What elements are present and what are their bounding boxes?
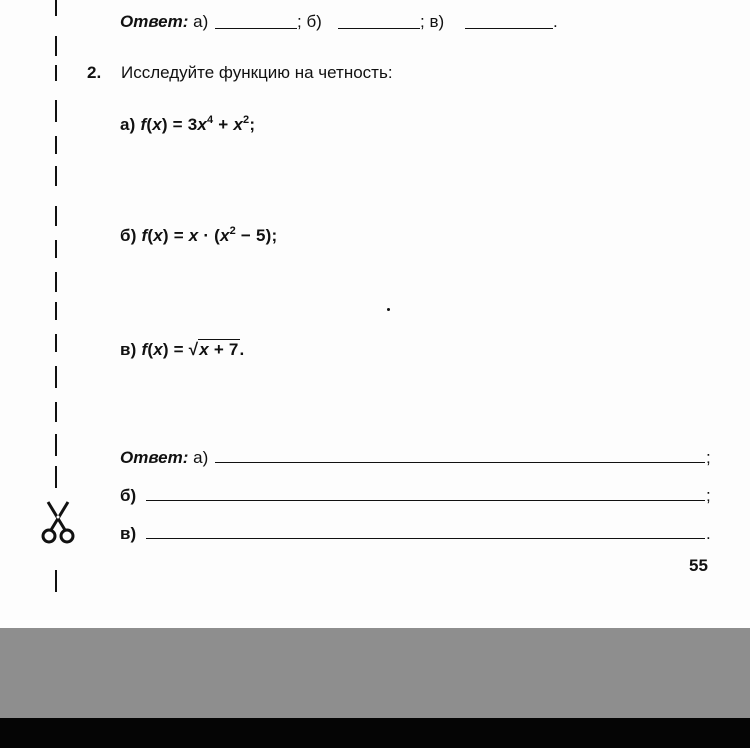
- item-b-label: б): [120, 226, 137, 245]
- answer-b-end: ;: [706, 486, 711, 505]
- prev-answer-a-label: а): [193, 12, 209, 31]
- cut-line-segment: [55, 166, 57, 186]
- cut-line-segment: [55, 240, 57, 258]
- prev-answer-a-blank: [215, 28, 297, 29]
- answer-a-end: ;: [706, 448, 711, 467]
- prev-answer-b-label: ; б): [297, 12, 322, 31]
- task-number: 2.: [87, 63, 102, 82]
- cut-line-segment: [55, 206, 57, 226]
- page-number: 55: [689, 556, 708, 575]
- cut-line-segment: [55, 136, 57, 154]
- task-item-a: а) $f(x) = 3x^4 + x^2$;: [120, 114, 256, 134]
- answer-a-blank[interactable]: [215, 462, 705, 463]
- item-c-label: в): [120, 340, 137, 359]
- prev-answer-end: .: [553, 12, 558, 31]
- background-black-band: [0, 718, 750, 748]
- prev-answer-c-label: ; в): [420, 12, 445, 31]
- background-gray-band: [0, 628, 750, 718]
- answer-c-label: в): [120, 524, 137, 543]
- cut-line-segment: [55, 302, 57, 320]
- cut-line-segment: [55, 65, 57, 81]
- prev-answer-c-blank: [465, 28, 553, 29]
- prev-answer-row: [120, 12, 208, 32]
- item-b-formula: f: [141, 226, 148, 245]
- answer-c-end: .: [706, 524, 711, 543]
- prev-answer-b-blank: [338, 28, 420, 29]
- item-a-formula: f: [140, 115, 147, 134]
- task-title: Исследуйте функцию на четность:: [121, 63, 393, 82]
- item-c-formula: f: [141, 340, 148, 359]
- cut-line-segment: [55, 402, 57, 422]
- task-item-c: в) f(x) = √x + 7.: [120, 340, 245, 359]
- answer-b-label: б): [120, 486, 137, 505]
- answer-a-label: а): [193, 448, 209, 467]
- cut-line-segment: [55, 466, 57, 488]
- cut-line-segment: [55, 434, 57, 456]
- answer-b-blank[interactable]: [146, 500, 705, 501]
- cut-line-segment: [55, 272, 57, 292]
- prev-answer-label: Ответ:: [120, 12, 189, 31]
- task-item-b: б) $f(x) = x \cdot (x^2 - 5)$;: [120, 225, 278, 245]
- answer-c-blank[interactable]: [146, 538, 705, 539]
- stray-dot: [387, 308, 390, 311]
- cut-line-segment: [55, 570, 57, 592]
- cut-line-segment: [55, 100, 57, 122]
- answer-row-a: [120, 448, 208, 468]
- answer-label: Ответ:: [120, 448, 189, 467]
- cut-line-segment: [55, 366, 57, 388]
- cut-line-segment: [55, 36, 57, 56]
- scissors-icon: [40, 500, 76, 546]
- cut-line-segment: [55, 0, 57, 16]
- cut-line-segment: [55, 334, 57, 352]
- sqrt-icon: √x + 7: [188, 340, 239, 359]
- item-a-label: а): [120, 115, 136, 134]
